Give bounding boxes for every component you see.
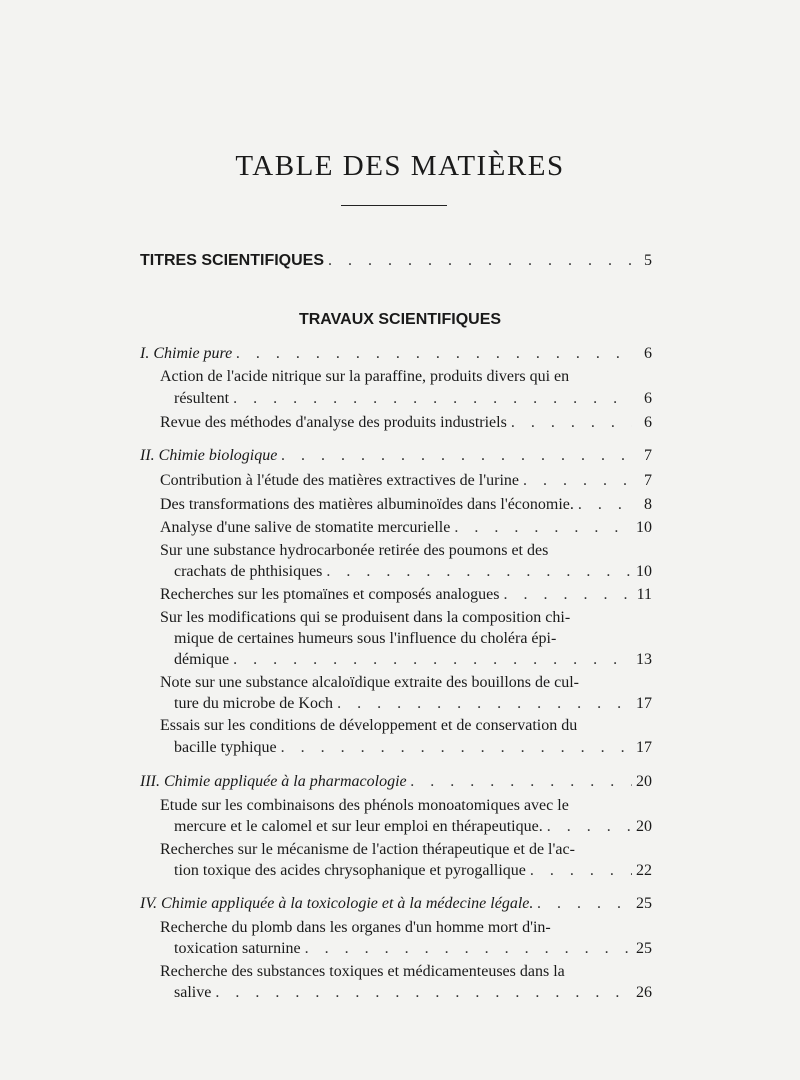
page-number: 20	[636, 818, 652, 835]
toc-entry-line: Etude sur les combinaisons des phénols monoatomiques avec le	[160, 797, 569, 814]
toc-section-title: I. Chimie pure	[140, 345, 233, 362]
toc-entry-line: Recherche des substances toxiques et médicamenteuses dans la	[160, 963, 565, 980]
page-number: 7	[644, 472, 652, 489]
toc-entry-line: Action de l'acide nitrique sur la paraffine, produits divers qui en	[160, 368, 570, 385]
leader-dots	[337, 693, 632, 715]
page-number: 25	[636, 940, 652, 957]
leader-dots	[281, 445, 632, 467]
leader-dots	[233, 388, 632, 410]
toc-entry	[174, 860, 652, 882]
toc-entry-line: Note sur une substance alcaloïdique extraite des bouillons de cul-	[160, 674, 579, 691]
leader-dots	[281, 737, 632, 759]
toc-entry-label: toxication saturnine	[174, 940, 301, 957]
page-title: TABLE DES MATIÈRES	[235, 150, 565, 182]
toc-entry-label: tion toxique des acides chrysophanique et pyrogallique	[174, 862, 526, 879]
toc-entry-label: résultent	[174, 390, 230, 407]
leader-dots	[523, 470, 632, 492]
toc-entry-label: bacille typhique	[174, 739, 277, 756]
page-number: 17	[636, 739, 652, 756]
toc-section-title: III. Chimie appliquée à la pharmacologie	[140, 773, 407, 790]
toc-entry-titres	[140, 250, 652, 272]
toc-entry-label: Des transformations des matières albuminoïdes dans l'économie.	[160, 496, 574, 513]
leader-dots	[215, 982, 632, 1004]
toc-entry	[160, 517, 652, 539]
toc-entry	[174, 649, 652, 671]
leader-dots	[537, 893, 632, 915]
toc-entry-line: mique de certaines humeurs sous l'influence du choléra épi-	[174, 630, 557, 647]
toc-entry	[174, 693, 652, 715]
section-heading-travaux: TRAVAUX SCIENTIFIQUES	[298, 311, 502, 328]
page-number: 7	[644, 447, 652, 464]
page-number: 6	[644, 390, 652, 407]
toc-entry-line: Recherches sur le mécanisme de l'action thérapeutique et de l'ac-	[160, 841, 575, 858]
toc-section-title: IV. Chimie appliquée à la toxicologie et à la médecine légale.	[140, 895, 534, 912]
toc-entry-label: mercure et le calomel et sur leur emploi en thérapeutique.	[174, 818, 543, 835]
toc-entry	[160, 494, 652, 516]
leader-dots	[328, 250, 632, 272]
page-number: 6	[644, 414, 652, 431]
leader-dots	[233, 649, 632, 671]
toc-section-1	[140, 343, 652, 365]
toc-entry-line: Sur une substance hydrocarbonée retirée des poumons et des	[160, 542, 549, 559]
toc-entry-label: Contribution à l'étude des matières extractives de l'urine	[160, 472, 519, 489]
leader-dots	[530, 860, 632, 882]
page-number: 5	[644, 252, 652, 269]
toc-section-4	[140, 893, 652, 915]
toc-entry-label: salive	[174, 984, 212, 1001]
toc-section-3	[140, 771, 652, 793]
title-divider	[341, 205, 447, 206]
page-number: 10	[636, 563, 652, 580]
page-number: 25	[636, 895, 652, 912]
leader-dots	[547, 816, 632, 838]
toc-entry-label: Recherches sur les ptomaïnes et composés analogues	[160, 586, 500, 603]
page-number: 20	[636, 773, 652, 790]
toc-section-2	[140, 445, 652, 467]
toc-entry-label: Analyse d'une salive de stomatite mercurielle	[160, 519, 451, 536]
leader-dots	[411, 771, 632, 793]
page-number: 26	[636, 984, 652, 1001]
leader-dots	[305, 938, 632, 960]
page-number: 13	[636, 651, 652, 668]
toc-entry	[174, 561, 652, 583]
toc-entry-label: démique	[174, 651, 230, 668]
page-number: 8	[644, 496, 652, 513]
leader-dots	[578, 494, 632, 516]
toc-entry	[174, 982, 652, 1004]
toc-entry-label: Revue des méthodes d'analyse des produits industriels	[160, 414, 507, 431]
page-number: 22	[636, 862, 652, 879]
page-number: 6	[644, 345, 652, 362]
page-number: 10	[636, 519, 652, 536]
toc-entry	[160, 412, 652, 434]
toc-entry	[160, 470, 652, 492]
toc-entry	[174, 816, 652, 838]
toc-entry-label: ture du microbe de Koch	[174, 695, 334, 712]
page-number: 17	[636, 695, 652, 712]
page-number: 11	[636, 586, 652, 603]
toc-entry	[174, 737, 652, 759]
toc-entry-line: Essais sur les conditions de développement et de conservation du	[160, 717, 578, 734]
toc-entry	[174, 388, 652, 410]
leader-dots	[326, 561, 632, 583]
toc-entry	[160, 584, 652, 606]
leader-dots	[236, 343, 632, 365]
toc-entry-line: Recherche du plomb dans les organes d'un homme mort d'in-	[160, 919, 551, 936]
toc-section-title: II. Chimie biologique	[140, 447, 278, 464]
leader-dots	[454, 517, 632, 539]
toc-entry	[174, 938, 652, 960]
leader-dots	[511, 412, 632, 434]
leader-dots	[503, 584, 632, 606]
toc-entry-label: crachats de phthisiques	[174, 563, 323, 580]
toc-entry-line: Sur les modifications qui se produisent dans la composition chi-	[160, 609, 571, 626]
toc-entry-label: TITRES SCIENTIFIQUES	[140, 252, 325, 269]
